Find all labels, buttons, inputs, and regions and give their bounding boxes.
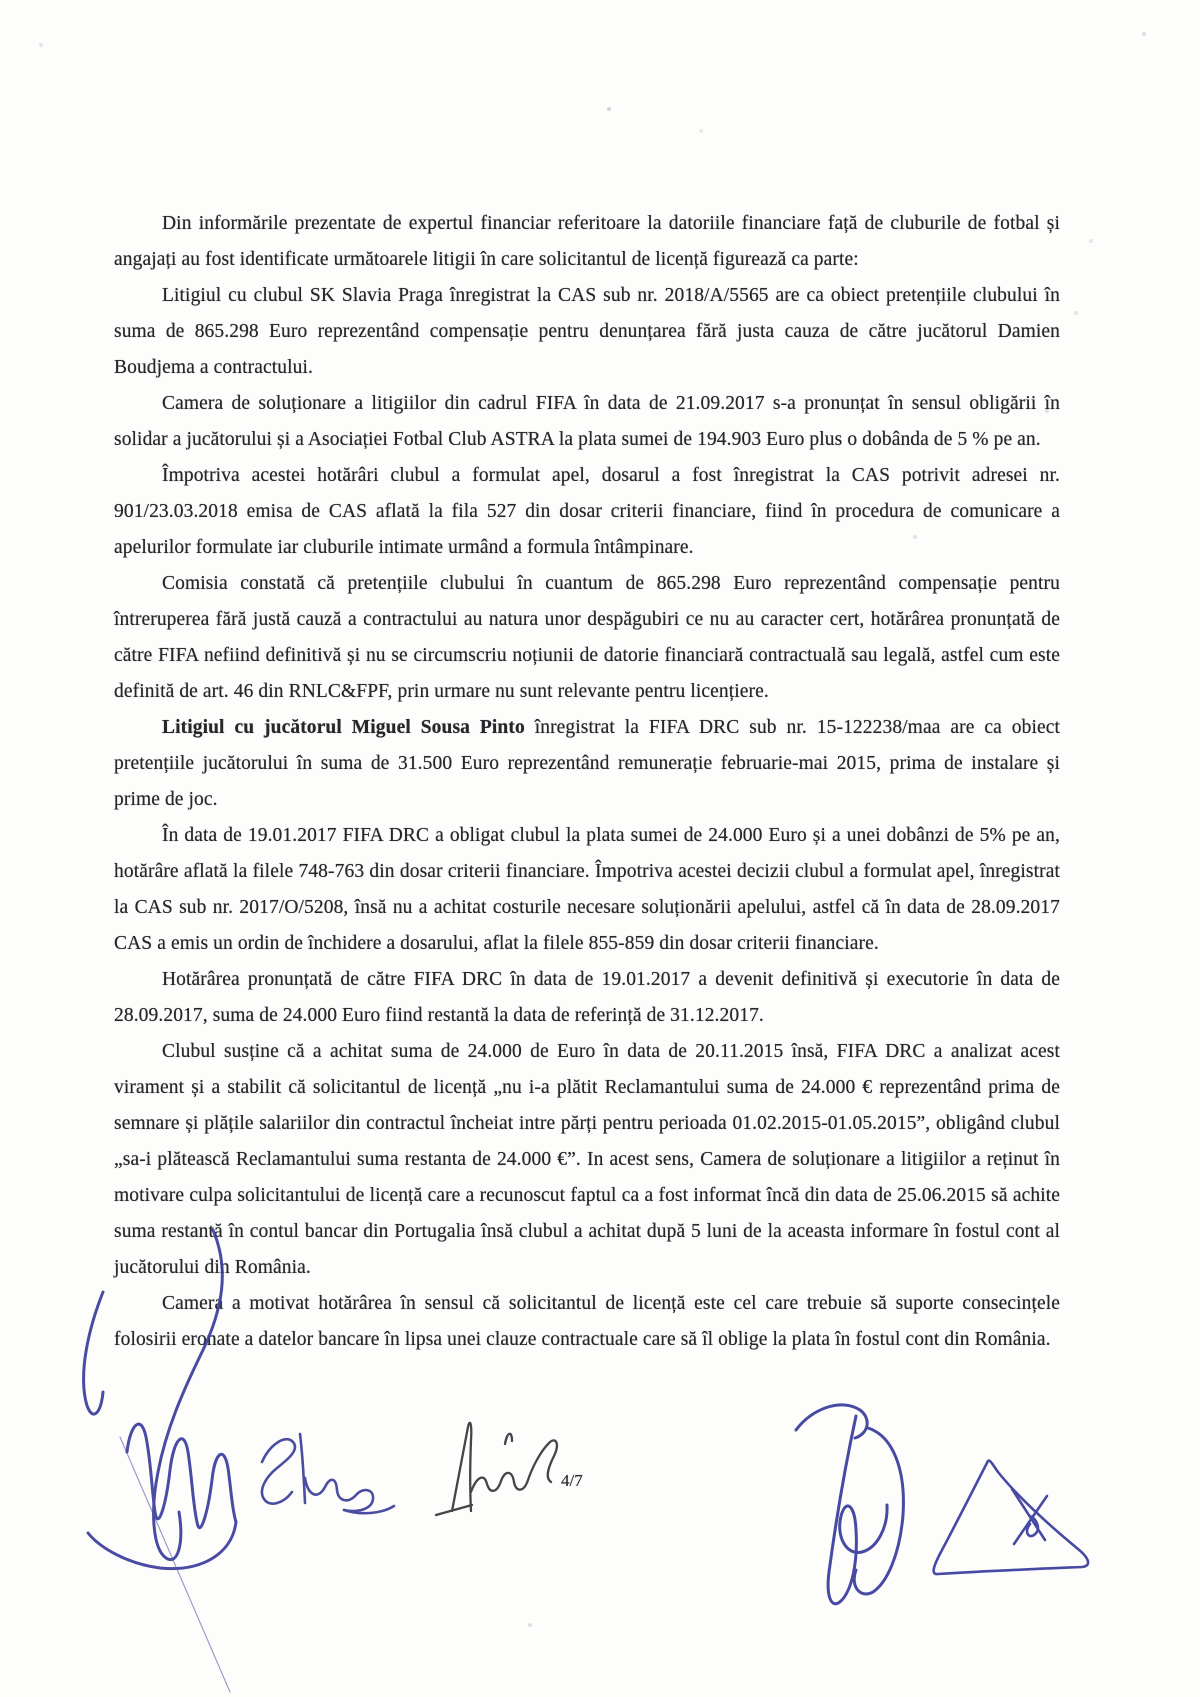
paragraph-8-text: Hotărârea pronunțată de către FIFA DRC în data de 19.01.2017 a devenit definitivă și executorie în data de 28.09.2017, suma de 24.000 Euro fiind restantă la data de referință de 31.12.2017. bbox=[114, 969, 1060, 1026]
paragraph-1 bbox=[114, 206, 1060, 278]
paragraph-1-text: Din informările prezentate de expertul financiar referitoare la datoriile financiare față de cluburile de fotbal și angajați au fost identificate următoarele litigii în care solicitantul de licență figurează ca parte: bbox=[114, 213, 1060, 270]
paragraph-10-text: Camera a motivat hotărârea în sensul că solicitantul de licență este cel care trebuie să suporte consecințele folosirii eronate a datelor bancare în lipsa unei clauze contractuale care să îl oblige la plata în fostul cont din România. bbox=[114, 1293, 1060, 1350]
signature-2-handwritten-ink bbox=[262, 1434, 394, 1513]
paragraph-7 bbox=[114, 818, 1060, 962]
paragraph-2-text: Litigiul cu clubul SK Slavia Praga înregistrat la CAS sub nr. 2018/A/5565 are ca obiect pretențiile clubului în suma de 865.298 Euro reprezentând compensație pentru denunțarea fără justa cauza de către jucătorul Damien Boudjema a contractului. bbox=[114, 285, 1060, 378]
paragraph-5 bbox=[114, 566, 1060, 710]
paragraph-3-text: Camera de soluționare a litigiilor din cadrul FIFA în data de 21.09.2017 s-a pronunțat în sensul obligării în solidar a jucătorului și a Asociației Fotbal Club ASTRA la plata sumei de 194.903 Euro plus o dobânda de 5 % pe an. bbox=[114, 393, 1060, 450]
signature-3-handwritten-ink bbox=[436, 1423, 557, 1515]
signature-5-handwritten-ink bbox=[934, 1461, 1088, 1574]
paragraph-7-text: În data de 19.01.2017 FIFA DRC a obligat clubul la plata sumei de 24.000 Euro și a unei dobânzi de 5% pe an, hotărâre aflată la filele 748-763 din dosar criterii financiare. Împotriva acestei decizii clubul a formulat apel, înregistrat la CAS sub nr. 2017/O/5208, însă nu a achitat costurile necesare soluționării apelului, astfel că în data de 28.09.2017 CAS a emis un ordin de închidere a dosarului, aflat la filele 855-859 din dosar criterii financiare. bbox=[114, 825, 1060, 954]
scan-noise-specks bbox=[0, 0, 2, 2]
paragraph-9 bbox=[114, 1034, 1060, 1286]
paragraph-4 bbox=[114, 458, 1060, 566]
page-number: 4/7 bbox=[561, 1471, 583, 1490]
paragraph-4-text: Împotriva acestei hotărâri clubul a formulat apel, dosarul a fost înregistrat la CAS potrivit adresei nr. 901/23.03.2018 emisa de CAS aflată la fila 527 din dosar criterii financiare, fiind în procedura de comunicare a apelurilor formulate iar cluburile intimate urmând a formula întâmpinare. bbox=[114, 465, 1060, 558]
paragraph-5-text: Comisia constată că pretențiile clubului în cuantum de 865.298 Euro reprezentând compensație pentru întreruperea fără justă cauză a contractului au natura unor despăgubiri ce nu au caracter cert, hotărârea pronunțată de către FIFA nefiind definitivă și nu se circumscriu noțiunii de datorie financiară contractuală sau legală, astfel cum este definită de art. 46 din RNLC&FPF, prin urmare nu sunt relevante pentru licențiere. bbox=[114, 573, 1060, 702]
paragraph-6-text: înregistrat la FIFA DRC sub nr. 15-122238/maa are ca obiect pretențiile jucătorului în suma de 31.500 Euro reprezentând remunerație februarie-mai 2015, prima de instalare și prime de joc. bbox=[114, 717, 1061, 810]
paragraph-6-bold-lead: Litigiul cu jucătorul Miguel Sousa Pinto bbox=[162, 717, 525, 738]
paragraph-6 bbox=[114, 710, 1060, 818]
paragraph-2 bbox=[114, 278, 1060, 386]
paragraph-10 bbox=[114, 1286, 1060, 1358]
document-body bbox=[114, 206, 1060, 1358]
signature-4-handwritten-ink bbox=[796, 1405, 903, 1604]
paragraph-3 bbox=[114, 386, 1060, 458]
paragraph-9-text: Clubul susține că a achitat suma de 24.000 de Euro în data de 20.11.2015 însă, FIFA DRC a analizat acest virament și a stabilit că solicitantul de licență „nu i-a plătit Reclamantului suma de 24.000 € reprezentând prima de semnare și plățile salariilor din contractul încheiat intre părți pentru perioada 01.02.2015-01.05.2015”, obligând clubul „sa-i plătească Reclamantului suma restanta de 24.000 €”. In acest sens, Camera de soluționare a litigiilor a reținut în motivare culpa solicitantului de licență care a recunoscut faptul ca a fost informat încă din data de 25.06.2015 să achite suma restantă în contul bancar din Portugalia însă clubul a achitat după 5 luni de la aceasta informare în fostul cont al jucătorului din România. bbox=[114, 1041, 1060, 1278]
paragraph-8 bbox=[114, 962, 1060, 1034]
